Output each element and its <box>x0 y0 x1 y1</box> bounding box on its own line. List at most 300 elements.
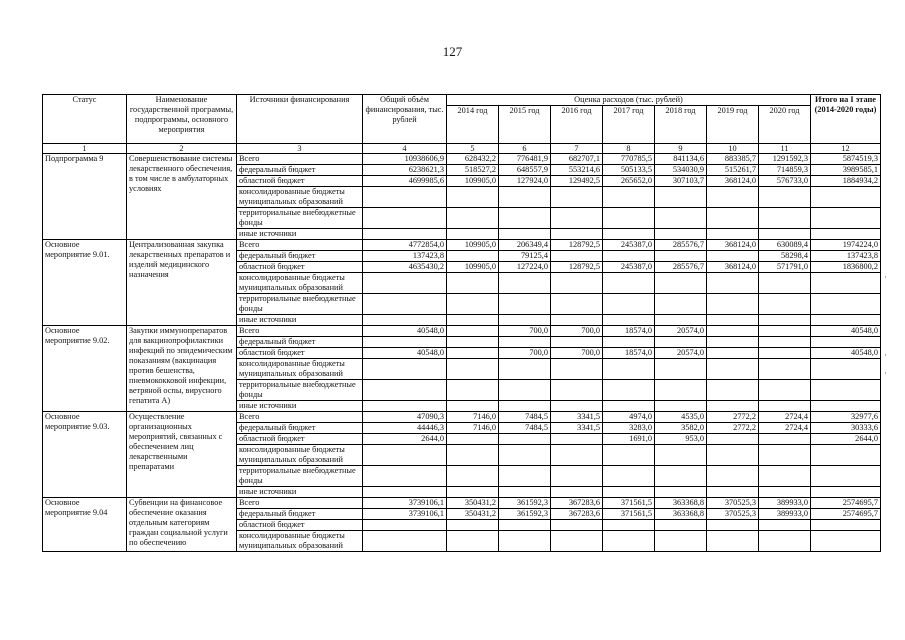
table-row <box>43 154 881 165</box>
row-stage-total: 1974224,0 <box>811 240 881 251</box>
row-value <box>759 294 811 315</box>
column-number: 3 <box>237 144 363 154</box>
row-value <box>655 520 707 531</box>
row-value <box>603 187 655 208</box>
edge-mark: · <box>884 368 887 378</box>
row-value <box>603 359 655 380</box>
row-value <box>603 520 655 531</box>
row-value <box>707 401 759 412</box>
row-value <box>363 380 447 401</box>
row-value: 18574,0 <box>603 348 655 359</box>
row-stage-total <box>811 531 881 552</box>
row-value <box>551 229 603 240</box>
row-value <box>759 348 811 359</box>
row-value: 307103,7 <box>655 176 707 187</box>
row-value <box>603 380 655 401</box>
row-source: территориальные внебюджетные фонды <box>237 380 363 401</box>
row-source: областной бюджет <box>237 262 363 273</box>
row-stage-total <box>811 337 881 348</box>
row-value: 2772,2 <box>707 412 759 423</box>
row-value: 3283,0 <box>603 423 655 434</box>
expenses-table <box>42 94 881 552</box>
row-value <box>499 380 551 401</box>
row-value: 370525,3 <box>707 509 759 520</box>
row-value <box>655 315 707 326</box>
row-stage-total: 1836800,2 <box>811 262 881 273</box>
row-value: 40548,0 <box>363 348 447 359</box>
header-sources: Источники финансирования <box>237 95 363 144</box>
row-stage-total: 40548,0 <box>811 348 881 359</box>
row-value <box>447 487 499 498</box>
row-value <box>363 229 447 240</box>
row-value <box>447 208 499 229</box>
row-name: Закупки иммунопрепаратов для вакцинопрофилактики инфекций по эпидемическим показаниям (вакцинация против бешенства, пневмококковой инфекции, ветряной оспы, вирусного гепатита А) <box>127 326 237 412</box>
row-value: 7146,0 <box>447 412 499 423</box>
row-value: 515261,7 <box>707 165 759 176</box>
row-stage-total <box>811 466 881 487</box>
row-value: 367283,6 <box>551 498 603 509</box>
row-value <box>707 315 759 326</box>
row-value: 128792,5 <box>551 240 603 251</box>
row-value: 841134,6 <box>655 154 707 165</box>
row-value <box>655 208 707 229</box>
row-value <box>655 401 707 412</box>
row-value <box>707 294 759 315</box>
row-status: Основное мероприятие 9.04 <box>43 498 127 552</box>
row-value <box>603 273 655 294</box>
row-value <box>447 520 499 531</box>
row-value <box>551 380 603 401</box>
row-value: 576733,0 <box>759 176 811 187</box>
header-name: Наименование государственной программы, подпрограммы, основного мероприятия <box>127 95 237 144</box>
column-number: 12 <box>811 144 881 154</box>
row-value: 7484,5 <box>499 412 551 423</box>
row-source: Всего <box>237 412 363 423</box>
row-value <box>707 187 759 208</box>
row-value <box>655 466 707 487</box>
table-row <box>43 240 881 251</box>
row-value: 370525,3 <box>707 498 759 509</box>
row-value: 3739106,1 <box>363 509 447 520</box>
row-value: 109905,0 <box>447 240 499 251</box>
row-value <box>707 229 759 240</box>
row-stage-total: 2574695,7 <box>811 509 881 520</box>
row-value: 129492,5 <box>551 176 603 187</box>
row-value <box>759 208 811 229</box>
row-value <box>447 445 499 466</box>
row-stage-total <box>811 380 881 401</box>
row-value <box>759 401 811 412</box>
row-value <box>499 531 551 552</box>
row-value: 371561,5 <box>603 509 655 520</box>
header-year: 2014 год <box>447 106 499 144</box>
row-value: 128792,5 <box>551 262 603 273</box>
row-value: 7484,5 <box>499 423 551 434</box>
row-value <box>363 208 447 229</box>
row-value <box>499 187 551 208</box>
row-value: 40548,0 <box>363 326 447 337</box>
row-value <box>447 337 499 348</box>
row-value <box>551 187 603 208</box>
row-value: 3739106,1 <box>363 498 447 509</box>
header-year: 2019 год <box>707 106 759 144</box>
row-stage-total: 40548,0 <box>811 326 881 337</box>
header-year: 2018 год <box>655 106 707 144</box>
row-value <box>363 531 447 552</box>
row-source: территориальные внебюджетные фонды <box>237 466 363 487</box>
row-value <box>551 208 603 229</box>
row-source: иные источники <box>237 315 363 326</box>
row-value <box>447 348 499 359</box>
row-value <box>499 401 551 412</box>
column-number: 11 <box>759 144 811 154</box>
row-source: областной бюджет <box>237 434 363 445</box>
row-value <box>759 434 811 445</box>
row-value <box>759 315 811 326</box>
row-value: 44446,3 <box>363 423 447 434</box>
row-value: 20574,0 <box>655 348 707 359</box>
row-stage-total <box>811 401 881 412</box>
row-value: 363368,8 <box>655 498 707 509</box>
row-value <box>759 487 811 498</box>
row-value: 2724,4 <box>759 412 811 423</box>
row-source: иные источники <box>237 229 363 240</box>
row-value <box>603 401 655 412</box>
row-value <box>363 487 447 498</box>
row-value <box>603 229 655 240</box>
row-stage-total: 2574695,7 <box>811 498 881 509</box>
row-name: Субвенции на финансовое обеспечение оказания отдельным категориям граждан социальной услуги по обеспечению <box>127 498 237 552</box>
row-stage-total <box>811 520 881 531</box>
row-value <box>499 273 551 294</box>
row-name: Осуществление организационных мероприятий, связанных с обеспечением лиц лекарственными препаратами <box>127 412 237 498</box>
row-value <box>551 251 603 262</box>
row-value: 1291592,3 <box>759 154 811 165</box>
row-value: 368124,0 <box>707 176 759 187</box>
row-value <box>447 229 499 240</box>
table-row <box>43 498 881 509</box>
row-source: консолидированные бюджеты муниципальных образований <box>237 187 363 208</box>
row-value: 109905,0 <box>447 176 499 187</box>
row-value <box>499 229 551 240</box>
row-value <box>655 337 707 348</box>
row-value <box>759 187 811 208</box>
row-value: 1691,0 <box>603 434 655 445</box>
row-stage-total <box>811 359 881 380</box>
table-row <box>43 326 881 337</box>
header-year: 2015 год <box>499 106 551 144</box>
row-value: 883385,7 <box>707 154 759 165</box>
row-value <box>759 359 811 380</box>
row-value <box>655 359 707 380</box>
table-body <box>43 154 881 552</box>
row-stage-total <box>811 208 881 229</box>
row-value: 630089,4 <box>759 240 811 251</box>
row-source: иные источники <box>237 401 363 412</box>
row-value: 368124,0 <box>707 262 759 273</box>
row-value: 4699985,6 <box>363 176 447 187</box>
row-value: 776481,9 <box>499 154 551 165</box>
row-value: 367283,6 <box>551 509 603 520</box>
row-value <box>707 326 759 337</box>
row-value: 389933,0 <box>759 509 811 520</box>
row-value <box>603 337 655 348</box>
row-value <box>499 294 551 315</box>
row-value: 350431,2 <box>447 509 499 520</box>
row-value <box>759 273 811 294</box>
row-value <box>707 445 759 466</box>
row-stage-total <box>811 294 881 315</box>
row-value <box>363 401 447 412</box>
row-value <box>759 466 811 487</box>
header-year: 2017 год <box>603 106 655 144</box>
column-number: 8 <box>603 144 655 154</box>
row-source: Всего <box>237 240 363 251</box>
row-value: 648557,9 <box>499 165 551 176</box>
row-source: консолидированные бюджеты муниципальных образований <box>237 359 363 380</box>
row-source: федеральный бюджет <box>237 165 363 176</box>
row-value: 2772,2 <box>707 423 759 434</box>
row-value: 47090,3 <box>363 412 447 423</box>
row-value <box>551 487 603 498</box>
row-source: Всего <box>237 498 363 509</box>
row-value <box>499 487 551 498</box>
row-value: 127224,0 <box>499 262 551 273</box>
column-number: 7 <box>551 144 603 154</box>
row-value <box>551 337 603 348</box>
row-value <box>655 445 707 466</box>
row-source: иные источники <box>237 487 363 498</box>
row-value: 265652,0 <box>603 176 655 187</box>
column-number: 10 <box>707 144 759 154</box>
row-value <box>447 359 499 380</box>
row-source: консолидированные бюджеты муниципальных образований <box>237 531 363 552</box>
row-value <box>499 359 551 380</box>
row-value: 4772854,0 <box>363 240 447 251</box>
header-status: Статус <box>43 95 127 144</box>
row-source: территориальные внебюджетные фонды <box>237 208 363 229</box>
row-source: областной бюджет <box>237 520 363 531</box>
row-value: 4535,0 <box>655 412 707 423</box>
column-number-row <box>43 144 881 154</box>
row-source: областной бюджет <box>237 176 363 187</box>
row-status: Подпрограмма 9 <box>43 154 127 240</box>
row-value <box>707 359 759 380</box>
row-name: Совершенствование системы лекарственного обеспечения, в том числе в амбулаторных условиях <box>127 154 237 240</box>
row-name: Централизованная закупка лекарственных препаратов и изделий медицинского назначения <box>127 240 237 326</box>
row-value: 700,0 <box>551 326 603 337</box>
row-status: Основное мероприятие 9.02. <box>43 326 127 412</box>
expenses-table-container <box>42 94 880 552</box>
row-value: 285576,7 <box>655 240 707 251</box>
row-value: 58298,4 <box>759 251 811 262</box>
column-number: 9 <box>655 144 707 154</box>
row-value <box>707 273 759 294</box>
row-value <box>447 531 499 552</box>
table-header <box>43 95 881 154</box>
row-value <box>655 229 707 240</box>
page-number: 127 <box>442 44 463 59</box>
row-value: 2644,0 <box>363 434 447 445</box>
row-value: 285576,7 <box>655 262 707 273</box>
row-value <box>363 337 447 348</box>
header-stage-total: Итого на I этапе (2014-2020 годы) <box>811 95 881 144</box>
row-value: 518527,2 <box>447 165 499 176</box>
row-value <box>707 380 759 401</box>
row-value <box>447 401 499 412</box>
row-value <box>707 208 759 229</box>
row-source: Всего <box>237 154 363 165</box>
row-value <box>759 326 811 337</box>
row-value: 361592,3 <box>499 509 551 520</box>
column-number: 6 <box>499 144 551 154</box>
row-value <box>603 466 655 487</box>
row-stage-total <box>811 229 881 240</box>
row-value: 2724,4 <box>759 423 811 434</box>
row-source: федеральный бюджет <box>237 251 363 262</box>
row-value <box>655 273 707 294</box>
row-value <box>707 520 759 531</box>
row-value <box>603 531 655 552</box>
row-value <box>603 294 655 315</box>
row-source: консолидированные бюджеты муниципальных образований <box>237 445 363 466</box>
column-number: 1 <box>43 144 127 154</box>
row-stage-total: 32977,6 <box>811 412 881 423</box>
row-value: 714859,3 <box>759 165 811 176</box>
row-value <box>551 445 603 466</box>
row-value <box>551 294 603 315</box>
row-value <box>707 531 759 552</box>
row-value <box>447 251 499 262</box>
row-value: 389933,0 <box>759 498 811 509</box>
row-value <box>551 434 603 445</box>
row-value: 371561,5 <box>603 498 655 509</box>
row-value: 553214,6 <box>551 165 603 176</box>
row-value <box>655 294 707 315</box>
row-value: 953,0 <box>655 434 707 445</box>
row-value <box>447 466 499 487</box>
row-value <box>707 434 759 445</box>
row-value <box>499 434 551 445</box>
row-value: 3341,5 <box>551 412 603 423</box>
row-value <box>499 445 551 466</box>
row-value: 3341,5 <box>551 423 603 434</box>
row-source: федеральный бюджет <box>237 509 363 520</box>
row-value: 109905,0 <box>447 262 499 273</box>
row-value <box>655 187 707 208</box>
table-row <box>43 412 881 423</box>
row-value: 20574,0 <box>655 326 707 337</box>
row-value <box>707 337 759 348</box>
row-source: областной бюджет <box>237 348 363 359</box>
row-value <box>551 520 603 531</box>
row-value <box>363 466 447 487</box>
row-value <box>363 315 447 326</box>
row-value: 245387,0 <box>603 262 655 273</box>
row-value <box>363 273 447 294</box>
row-value <box>655 531 707 552</box>
row-stage-total <box>811 445 881 466</box>
row-value <box>655 380 707 401</box>
row-value: 700,0 <box>499 348 551 359</box>
row-stage-total: 5874519,3 <box>811 154 881 165</box>
row-stage-total <box>811 273 881 294</box>
row-value: 363368,8 <box>655 509 707 520</box>
row-value: 4974,0 <box>603 412 655 423</box>
row-source: федеральный бюджет <box>237 423 363 434</box>
row-value <box>499 315 551 326</box>
row-source: консолидированные бюджеты муниципальных образований <box>237 273 363 294</box>
row-value <box>655 251 707 262</box>
row-value: 10938606,9 <box>363 154 447 165</box>
row-value: 361592,3 <box>499 498 551 509</box>
row-value: 4635430,2 <box>363 262 447 273</box>
row-value <box>603 315 655 326</box>
row-value: 79125,4 <box>499 251 551 262</box>
row-value: 245387,0 <box>603 240 655 251</box>
row-value <box>363 187 447 208</box>
row-value <box>363 294 447 315</box>
row-value <box>707 348 759 359</box>
row-value <box>447 315 499 326</box>
row-value: 350431,2 <box>447 498 499 509</box>
row-value <box>551 531 603 552</box>
row-value <box>551 273 603 294</box>
row-value: 700,0 <box>551 348 603 359</box>
row-value <box>363 359 447 380</box>
row-value <box>759 520 811 531</box>
row-value <box>707 466 759 487</box>
row-value <box>551 466 603 487</box>
row-value: 534030,9 <box>655 165 707 176</box>
row-stage-total: 137423,8 <box>811 251 881 262</box>
row-value: 137423,8 <box>363 251 447 262</box>
column-number: 5 <box>447 144 499 154</box>
row-value <box>759 229 811 240</box>
row-value <box>759 531 811 552</box>
row-value <box>603 445 655 466</box>
row-value <box>551 315 603 326</box>
header-year: 2020 год <box>759 106 811 144</box>
row-source: территориальные внебюджетные фонды <box>237 294 363 315</box>
row-value <box>603 208 655 229</box>
row-value <box>655 487 707 498</box>
row-stage-total: 2644,0 <box>811 434 881 445</box>
row-value <box>363 445 447 466</box>
row-value: 7146,0 <box>447 423 499 434</box>
row-value <box>447 380 499 401</box>
row-value <box>707 251 759 262</box>
row-value <box>447 326 499 337</box>
row-value: 571791,0 <box>759 262 811 273</box>
row-value <box>499 208 551 229</box>
row-stage-total: 1884934,2 <box>811 176 881 187</box>
row-source: федеральный бюджет <box>237 337 363 348</box>
edge-mark: · <box>884 272 887 282</box>
column-number: 2 <box>127 144 237 154</box>
row-value: 3582,0 <box>655 423 707 434</box>
column-number: 4 <box>363 144 447 154</box>
row-value: 127924,0 <box>499 176 551 187</box>
row-value <box>499 466 551 487</box>
row-value <box>707 487 759 498</box>
header-estimate: Оценка расходов (тыс. рублей) <box>447 95 811 106</box>
row-stage-total <box>811 187 881 208</box>
row-value: 628432,2 <box>447 154 499 165</box>
row-value <box>447 187 499 208</box>
row-value <box>551 401 603 412</box>
row-value: 206349,4 <box>499 240 551 251</box>
